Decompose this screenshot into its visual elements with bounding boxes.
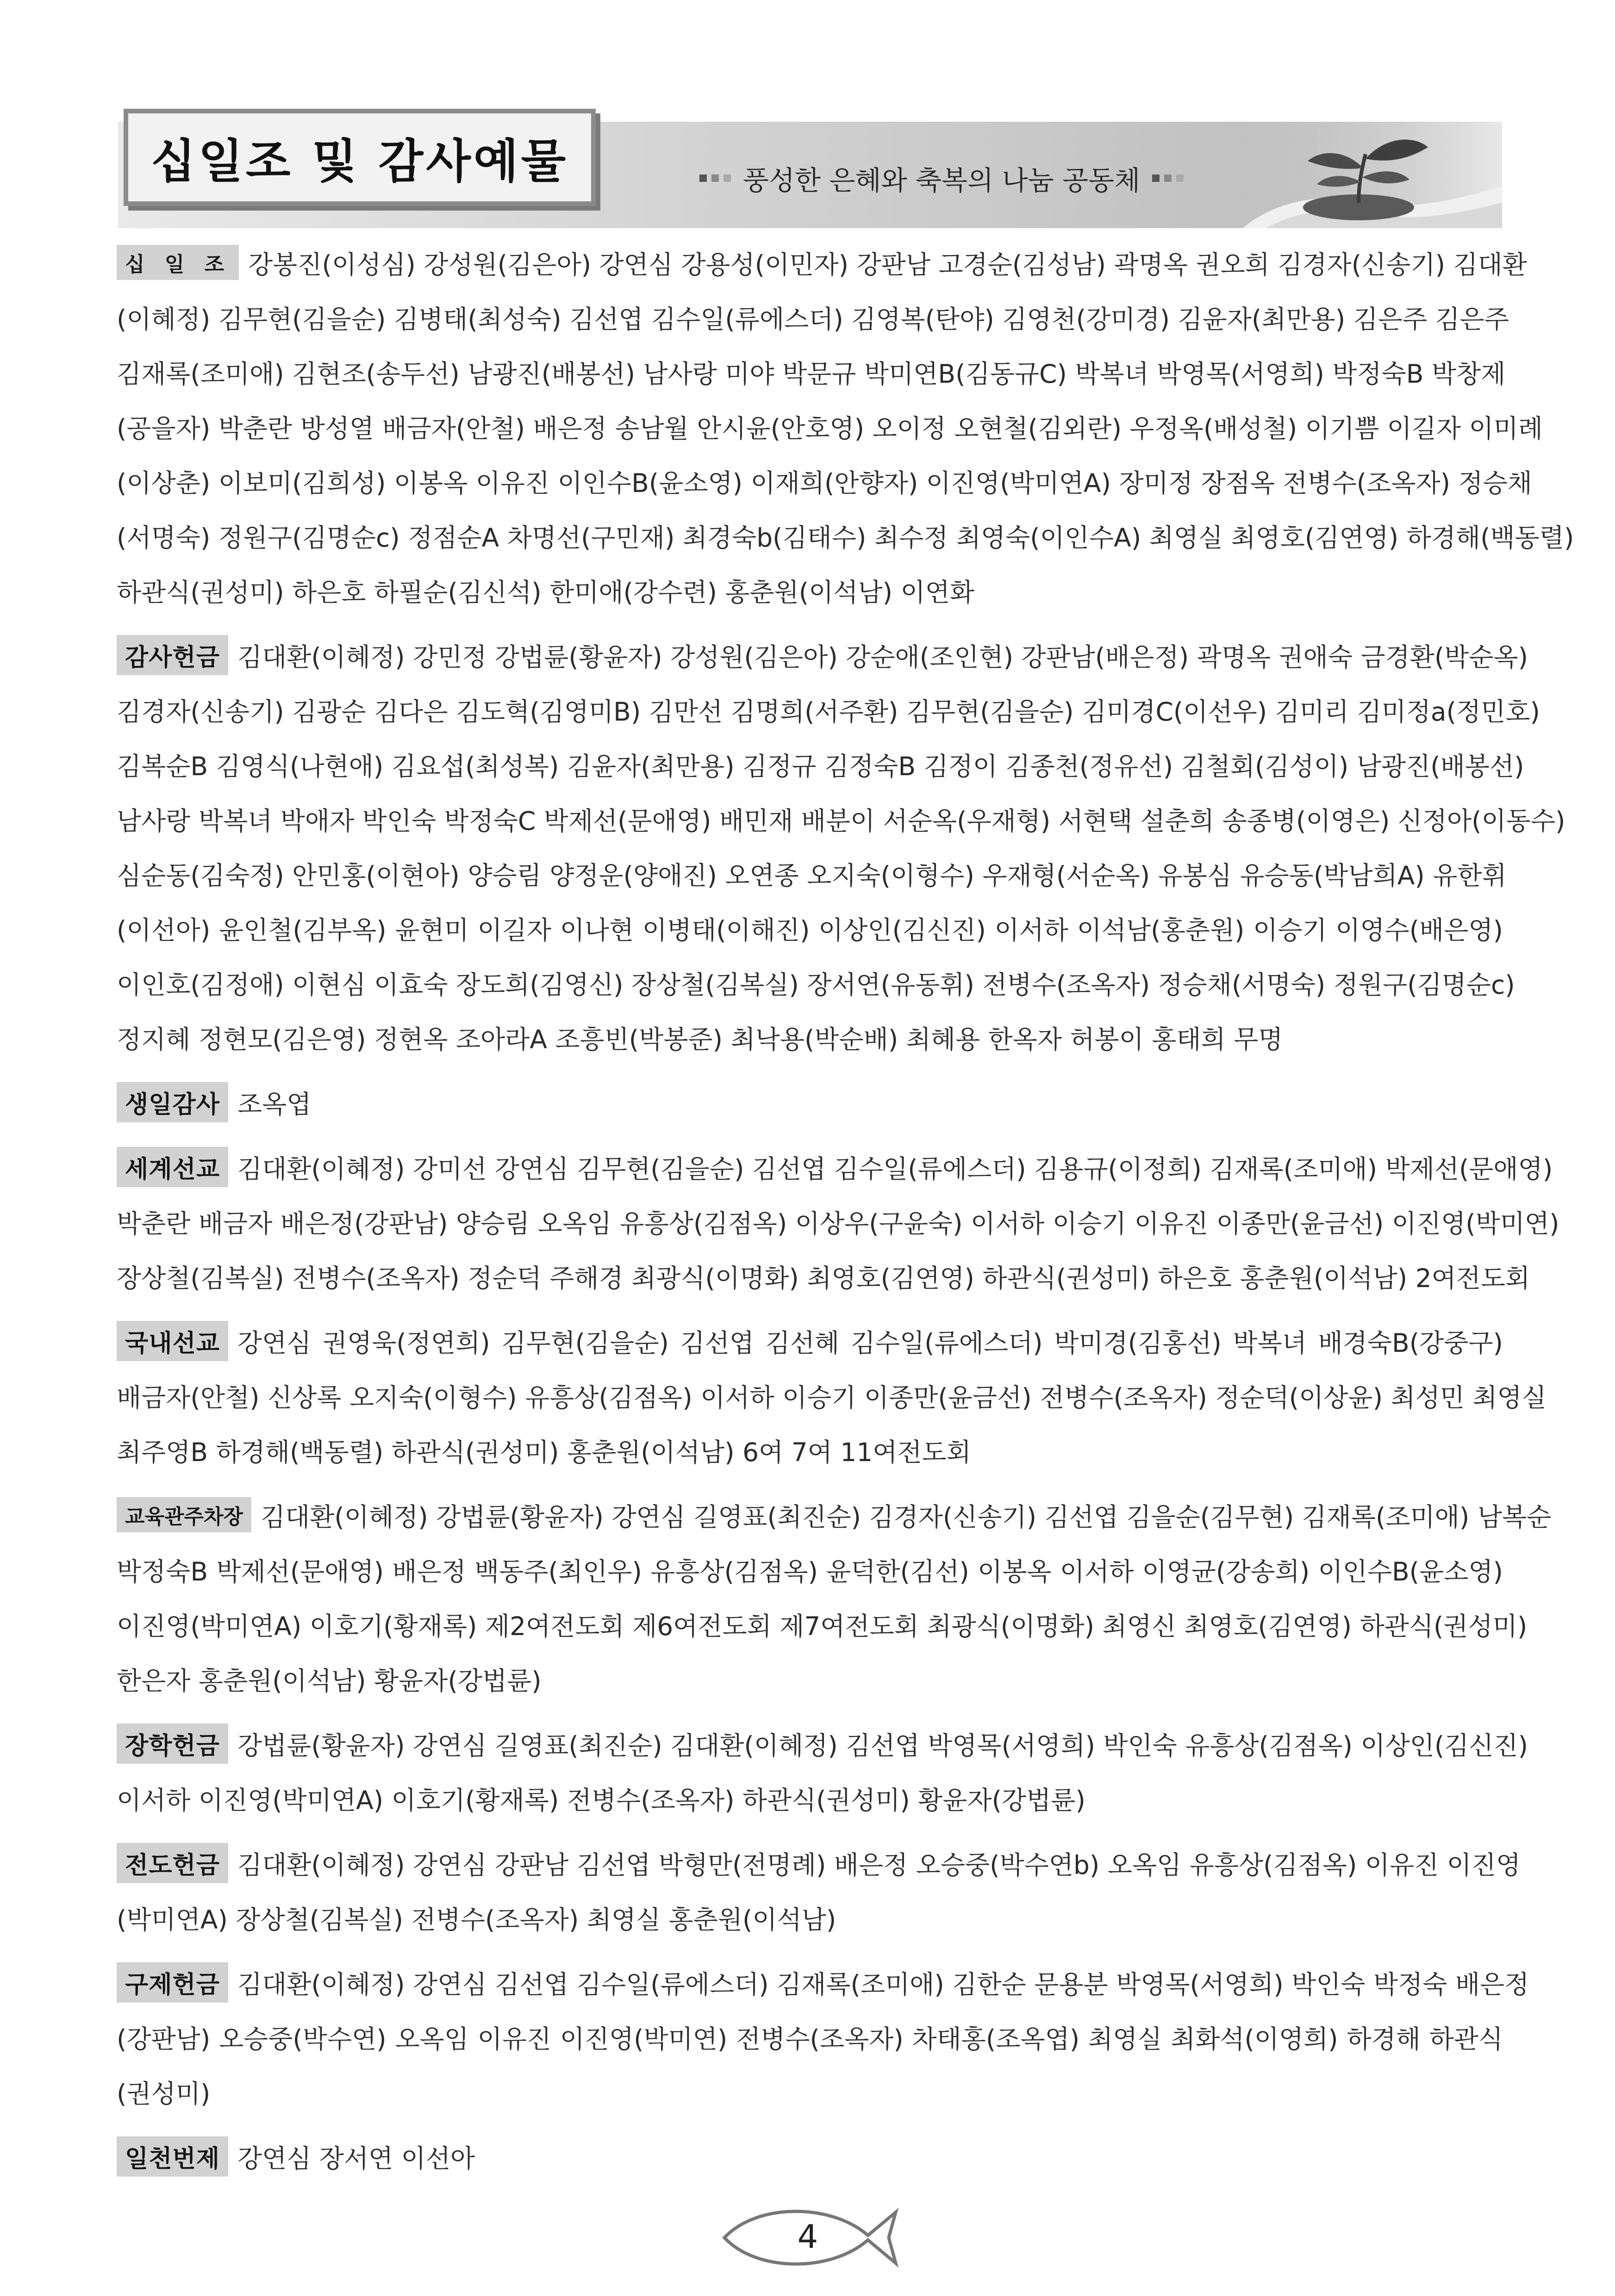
section-line [117,846,1507,901]
donor-names: 박춘란 배금자 배은정(강판남) 양승림 오옥임 유흥상(김점옥) 이상우(구윤숙) 이서하 이승기 이유진 이종만(윤금선) 이진영(박미연) [117,1208,1559,1238]
title-box [124,109,596,206]
donor-names: 김대환(이혜정) 강민정 강법륜(황윤자) 강성원(김은아) 강순애(조인현) 강판남(배은정) 곽명옥 권애숙 금경환(박순옥) [237,642,1528,672]
donor-names: 박정숙B 박제선(문애영) 배은정 백동주(최인우) 유흥상(김점옥) 윤덕한(김선) 이봉옥 이서하 이영균(강송희) 이인수B(윤소영) [117,1556,1503,1587]
section-line [117,1890,1503,1945]
section-line [117,235,1527,290]
donor-names: 이인호(김정애) 이현심 이효숙 장도희(김영신) 장상철(김복실) 장서연(유동휘) 전병수(조옥자) 정승채(서명숙) 정원구(김명순c) [117,970,1515,1000]
offering-section [117,628,1565,1064]
section-line [117,1771,1503,1825]
donor-names: 하관식(권성미) 하은호 하필순(김신석) 한미애(강수련) 홍춘원(이석남) 이연화 [117,577,974,607]
left-dots-icon [699,174,731,182]
section-line [117,1075,1503,1129]
donor-names: (강판남) 오승중(박수연) 오옥임 이유진 이진영(박미연) 전병수(조옥자) 차태홍(조옥엽) 최영실 최화석(이영희) 하경해 하관식 [117,2024,1503,2054]
section-label: 생일감사 [117,1082,228,1122]
section-label: 감사헌금 [117,635,228,675]
section-line [117,1368,1546,1423]
donor-names: 배금자(안철) 신상록 오지숙(이형수) 유흥상(김점옥) 이서하 이승기 이종만(윤금선) 전병수(조옥자) 정순덕(이상윤) 최성민 최영실 [117,1382,1546,1412]
donor-names: 강연심 권영욱(정연희) 김무현(김을순) 김선엽 김선혜 김수일(류에스더) 박미경(김홍선) 박복녀 배경숙B(강중구) [237,1328,1503,1358]
offering-section [117,1716,1528,1825]
section-line [117,682,1540,737]
donor-names: 김대환(이혜정) 강연심 강판남 김선엽 박형만(전명례) 배은정 오승중(박수연b) 오옥임 유흥상(김점옥) 이유진 이진영 [237,1850,1521,1880]
section-line [117,290,1509,344]
section-label: 국내선교 [117,1321,228,1361]
section-line [117,1423,1503,1477]
section-line [117,508,1574,563]
section-line [117,1139,1553,1194]
section-line [117,1651,1503,1706]
donor-names: 이진영(박미연A) 이호기(황재록) 제2여전도회 제6여전도회 제7여전도회 최광식(이명화) 최영신 최영호(김연영) 하관식(권성미) [117,1611,1528,1641]
offering-section [117,1487,1552,1706]
donor-names: 남사랑 박복녀 박애자 박인숙 박정숙C 박제선(문애영) 배민재 배분이 서순옥(우재형) 서현택 설춘희 송종병(이영은) 신정아(이동수) [117,806,1565,836]
donor-names: (서명숙) 정원구(김명순c) 정점순A 차명선(구민재) 최경숙b(김태수) 최수정 최영숙(이인수A) 최영실 최영호(김연영) 하경해(백동렬) [117,523,1574,553]
section-line [117,1542,1503,1597]
page-footer [715,2203,900,2272]
section-line [117,955,1515,1010]
subtitle-text: 풍성한 은혜와 축복의 나눔 공동체 [743,165,1141,196]
offering-list [117,235,1574,2194]
donor-names: 김대환(이혜정) 강미선 강연심 김무현(김을순) 김선엽 김수일(류에스더) 김용규(이정희) 김재록(조미애) 박제선(문애영) [237,1154,1553,1184]
section-line [117,1487,1552,1542]
donor-names: 심순동(김숙정) 안민홍(이현아) 양승림 양정운(양애진) 오연종 오지숙(이형수) 우재형(서순옥) 유봉심 유승동(박남희A) 유한휘 [117,860,1507,890]
donor-names: (이상춘) 이보미(김희성) 이봉옥 이유진 이인수B(윤소영) 이재희(안향자) 이진영(박미연A) 장미정 장점옥 전병수(조옥자) 정승채 [117,468,1532,498]
offering-section [117,1955,1529,2119]
donor-names: (박미연A) 장상철(김복실) 전병수(조옥자) 최영실 홍춘원(이석남) [117,1904,836,1935]
donor-names: (이선아) 윤인철(김부옥) 윤현미 이길자 이나현 이병태(이해진) 이상인(김신진) 이서하 이석남(홍춘원) 이승기 이영수(배은영) [117,915,1503,945]
section-line [117,1597,1528,1651]
section-line [117,1249,1530,1303]
section-label: 장학헌금 [117,1724,228,1764]
section-label: 세계선교 [117,1147,228,1187]
section-line [117,1313,1503,1368]
section-label: 일천번제 [117,2136,228,2177]
section-line [117,2129,1503,2184]
offering-section [117,1075,1503,1129]
section-line [117,1194,1559,1249]
page-title: 십일조 및 감사예물 [150,134,569,188]
donor-names: (권성미) [117,2078,211,2109]
offering-section [117,1836,1521,1945]
section-label: 전도헌금 [117,1843,228,1883]
offering-section [117,2129,1503,2184]
section-line [117,1955,1529,2010]
donor-names: 김경자(신송기) 김광순 김다은 김도혁(김영미B) 김만선 김명희(서주환) 김무현(김을순) 김미경C(이선우) 김미리 김미정a(정민호) [117,697,1540,727]
section-label: 십 일 조 [117,245,239,280]
donor-names: 김대환(이혜정) 강법륜(황윤자) 강연심 길영표(최진순) 김경자(신송기) 김선엽 김을순(김무현) 김재록(조미애) 남복순 [261,1502,1552,1532]
offering-section [117,235,1574,617]
donor-names: 조옥엽 [237,1089,312,1119]
donor-names: 이서하 이진영(박미연A) 이호기(황재록) 전병수(조옥자) 하관식(권성미) 황윤자(강법륜) [117,1785,1085,1815]
section-label: 구제헌금 [117,1962,228,2003]
donor-names: 한은자 홍춘원(이석남) 황윤자(강법륜) [117,1666,542,1696]
offering-section [117,1313,1546,1477]
offering-section [117,1139,1559,1303]
section-line [117,1836,1521,1890]
section-line [117,344,1506,399]
section-line [117,563,1503,617]
right-dots-icon [1152,174,1184,182]
section-line [117,737,1524,791]
donor-names: 강연심 장서연 이선아 [237,2143,475,2173]
donor-names: 정지혜 정현모(김은영) 정현옥 조아라A 조흥빈(박봉준) 최낙용(박순배) 최혜용 한옥자 허봉이 홍태희 무명 [117,1024,1283,1054]
section-line [117,628,1528,682]
donor-names: 김복순B 김영식(나현애) 김요섭(최성복) 김윤자(최만용) 김정규 김정숙B 김정이 김종천(정유선) 김철회(김성이) 남광진(배봉선) [117,751,1524,781]
donor-names: 장상철(김복실) 전병수(조옥자) 정순덕 주해경 최광식(이명화) 최영호(김연영) 하관식(권성미) 하은호 홍춘원(이석남) 2여전도회 [117,1263,1530,1293]
section-line [117,2064,1503,2119]
donor-names: 강봉진(이성심) 강성원(김은아) 강연심 강용성(이민자) 강판남 고경순(김성남) 곽명옥 권오희 김경자(신송기) 김대환 [248,249,1527,280]
page-number: 4 [797,2218,818,2256]
section-line [117,454,1532,508]
section-line [117,791,1565,846]
donor-names: (공을자) 박춘란 방성열 배금자(안철) 배은정 송남월 안시윤(안호영) 오이정 오현철(김외란) 우정옥(배성철) 이기쁨 이길자 이미례 [117,413,1543,443]
donor-names: 김대환(이혜정) 강연심 김선엽 김수일(류에스더) 김재록(조미애) 김한순 문용분 박영목(서영희) 박인숙 박정숙 배은정 [237,1969,1529,1999]
section-label: 교육관주차장 [117,1497,251,1532]
section-line [117,901,1503,955]
donor-names: (이혜정) 김무현(김을순) 김병태(최성숙) 김선엽 김수일(류에스더) 김영복(탄야) 김영천(강미경) 김윤자(최만용) 김은주 김은주 [117,304,1509,334]
donor-names: 강법륜(황윤자) 강연심 길영표(최진순) 김대환(이혜정) 김선엽 박영목(서영희) 박인숙 유흥상(김점옥) 이상인(김신진) [237,1730,1528,1761]
donor-names: 최주영B 하경해(백동렬) 하관식(권성미) 홍춘원(이석남) 6여 7여 11여전도회 [117,1437,971,1467]
donor-names: 김재록(조미애) 김현조(송두선) 남광진(배봉선) 남사랑 미야 박문규 박미연B(김동규C) 박복녀 박영목(서영희) 박정숙B 박창제 [117,359,1506,389]
page-header [118,109,1502,227]
section-line [117,399,1543,454]
section-line [117,2010,1503,2064]
hands-holding-sprout-icon [1206,122,1502,228]
header-subtitle [687,157,1196,199]
section-line [117,1716,1528,1771]
section-line [117,1010,1503,1064]
